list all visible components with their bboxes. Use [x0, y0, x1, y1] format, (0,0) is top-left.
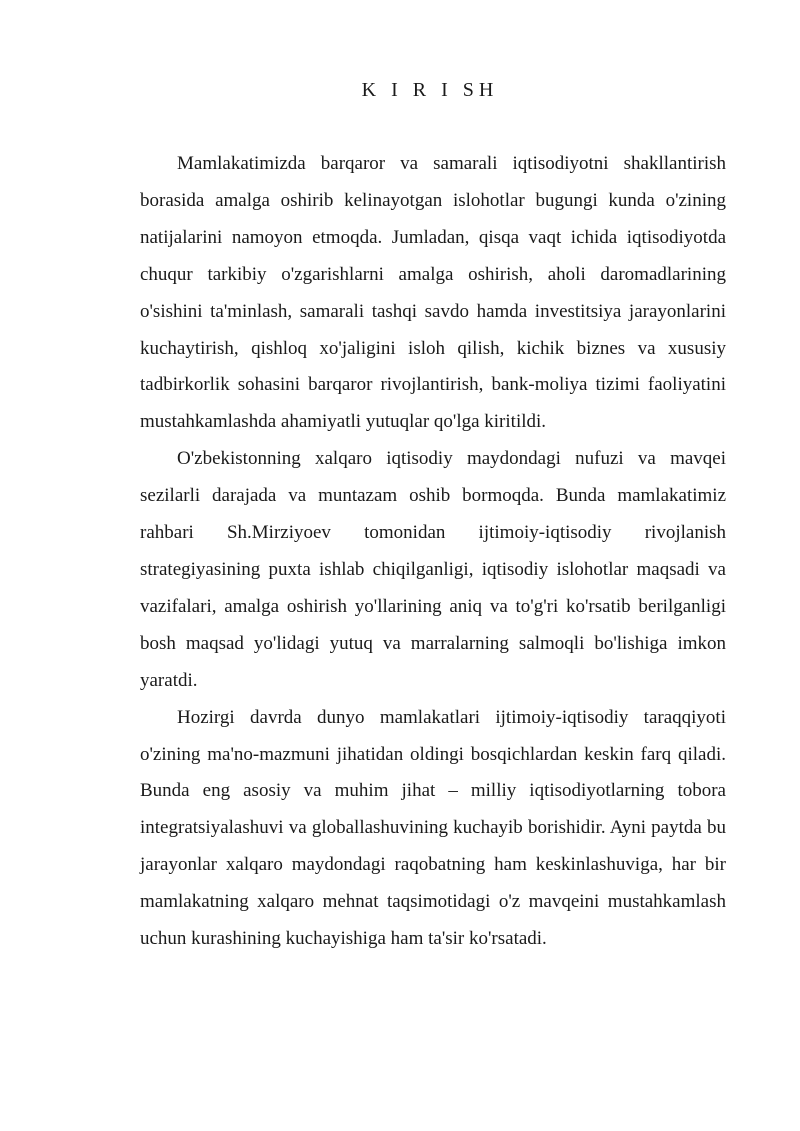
- paragraph-1: Mamlakatimizda barqaror va samarali iqtisodiyotni shakllantirish borasida amalga oshirib kelinayotgan islohotlar bugungi kunda o'zining natijalarini namoyon etmoqda. Jumladan, qisqa vaqt ichida iqtisodiyotda chuqur tarkibiy o'zgarishlarni amalga oshirish, aholi daromadlarining o'sishini ta'minlash, samarali tashqi savdo hamda investitsiya jarayonlarini kuchaytirish, qishloq xo'jaligini isloh qilish, kichik biznes va xususiy tadbirkorlik sohasini barqaror rivojlantirish, bank-moliya tizimi faoliyatini mustahkamlashda ahamiyatli yutuqlar qo'lga kiritildi.: [140, 153, 726, 433]
- body-text: [140, 146, 726, 958]
- paragraph-3: Hozirgi davrda dunyo mamlakatlari ijtimoiy-iqtisodiy taraqqiyoti o'zining ma'no-mazmuni jihatidan oldingi bosqichlardan keskin farq qiladi. Bunda eng asosiy va muhim jihat – milliy iqtisodiyotlarning tobora integratsiyalashuvi va globallashuvining kuchayib borishidir. Ayni paytda bu jarayonlar xalqaro maydondagi raqobatning ham keskinlashuviga, har bir mamlakatning xalqaro mehnat taqsimotidagi o'z mavqeini mustahkamlash uchun kurashining kuchayishiga ham ta'sir ko'rsatadi.: [140, 706, 726, 950]
- page-title: K I R I SH: [361, 79, 499, 101]
- paragraph-2: O'zbekistonning xalqaro iqtisodiy maydondagi nufuzi va mavqei sezilarli darajada va muntazam oshib bormoqda. Bunda mamlakatimiz rahbari Sh.Mirziyoev tomonidan ijtimoiy-iqtisodiy rivojlanish strategiyasining puxta ishlab chiqilganligi, iqtisodiy islohotlar maqsadi va vazifalari, amalga oshirish yo'llarining aniq va to'g'ri ko'rsatib berilganligi bosh maqsad yo'lidagi yutuq va marralarning salmoqli bo'lishiga imkon yaratdi.: [140, 448, 726, 691]
